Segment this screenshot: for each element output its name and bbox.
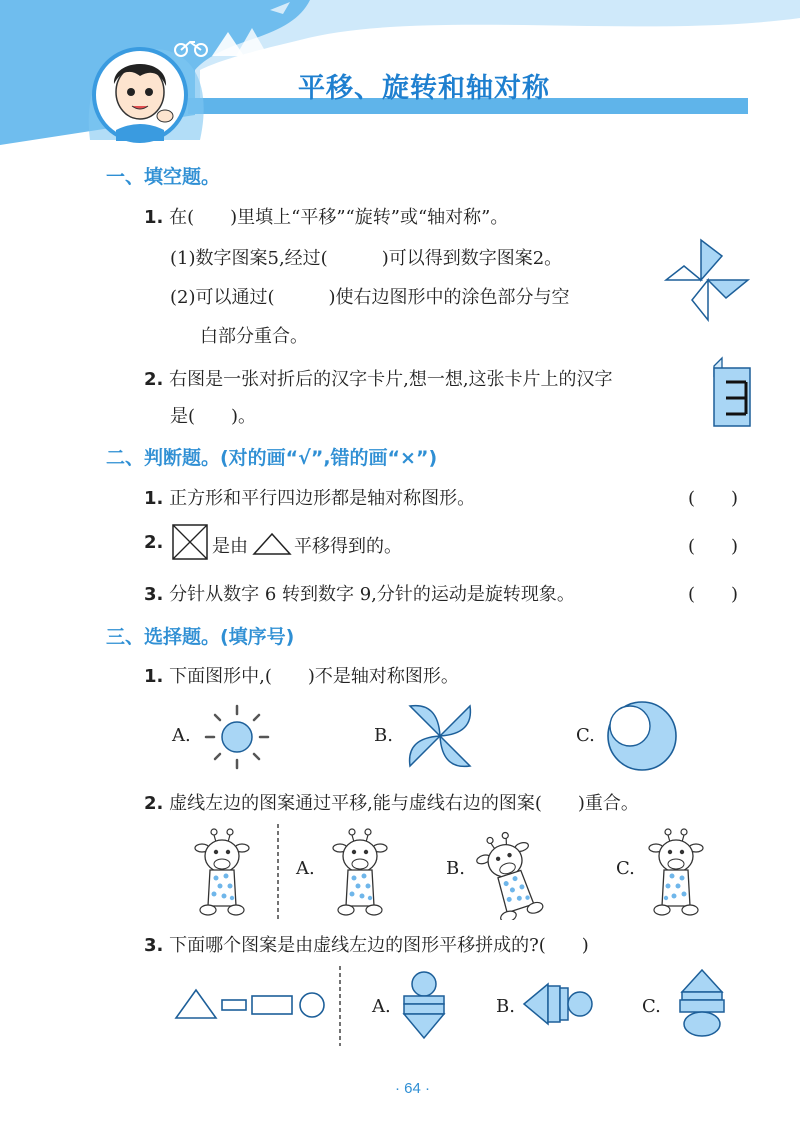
choice-q2-option-a-label: A. <box>296 858 315 879</box>
fill-q2-text: 右图是一张对折后的汉字卡片,想一想,这张卡片上的汉字 <box>169 369 613 390</box>
fill-q1-text: 在( )里填上“平移”“旋转”或“轴对称”。 <box>169 207 509 228</box>
source-shapes <box>176 990 324 1018</box>
judge-q1 <box>144 484 475 510</box>
square-with-diagonals-icon <box>172 524 208 560</box>
giraffe-option-c <box>649 829 703 915</box>
fill-q1-2b: 白部分重合。 <box>200 326 308 347</box>
page-number: · 64 · <box>395 1080 431 1097</box>
choice-q2-number: 2. <box>144 793 164 814</box>
section-title-multiple-choice: 三、选择题。(填序号) <box>106 626 295 648</box>
option-b-shape <box>524 984 592 1024</box>
choice-q3-text: 下面哪个图案是由虚线左边的图形平移拼成的?( ) <box>169 935 589 956</box>
choice-q1-text: 下面图形中,( )不是轴对称图形。 <box>169 666 459 687</box>
pinwheel-option-figure <box>402 698 478 774</box>
choice-q3-option-a-label: A. <box>372 996 391 1017</box>
judge-q3 <box>144 580 575 606</box>
choice-q1-number: 1. <box>144 666 164 687</box>
choice-q2-option-c-label: C. <box>616 858 635 879</box>
choice-q2-text: 虚线左边的图案通过平移,能与虚线右边的图案( )重合。 <box>169 793 639 814</box>
section-title-fill-in: 一、填空题。 <box>106 166 221 188</box>
judge-q2-number: 2. <box>144 532 164 553</box>
giraffe-option-a <box>333 829 387 915</box>
choice-q1-option-c-label: C. <box>576 725 595 746</box>
judge-q1-text: 正方形和平行四边形都是轴对称图形。 <box>169 488 476 509</box>
judge-q3-number: 3. <box>144 584 164 605</box>
folded-card-figure <box>712 356 754 428</box>
judge-q3-answer-paren: ( ) <box>688 584 739 605</box>
judge-q2-answer-paren: ( ) <box>688 536 739 557</box>
choice-q1 <box>144 662 459 688</box>
choice-q3 <box>144 931 589 957</box>
choice-q2 <box>144 789 639 815</box>
judge-q1-number: 1. <box>144 488 164 509</box>
fill-q1-1: (1)数字图案5,经过( )可以得到数字图案2。 <box>170 248 563 269</box>
choice-q3-option-b-label: B. <box>496 996 515 1017</box>
triangle-icon <box>252 531 292 557</box>
fill-q1-2a: (2)可以通过( )使右边图形中的涂色部分与空 <box>170 287 570 308</box>
option-a-shape <box>404 972 444 1038</box>
option-c-shape <box>680 970 724 1036</box>
fill-q2-number: 2. <box>144 369 164 390</box>
sun-figure <box>202 702 272 772</box>
judge-q2 <box>144 532 163 553</box>
pinwheel-figure <box>664 236 754 326</box>
judge-q2-text-b: 平移得到的。 <box>294 536 402 557</box>
giraffe-option-b <box>471 827 549 920</box>
section-title-true-false: 二、判断题。(对的画“√”,错的画“×”) <box>106 447 438 469</box>
fill-q2b: 是( )。 <box>170 406 257 427</box>
choice-q1-option-b-label: B. <box>374 725 393 746</box>
fill-q2a <box>144 365 613 391</box>
choice-q2-option-b-label: B. <box>446 858 465 879</box>
judge-q2-text-a: 是由 <box>212 536 248 557</box>
choice-q1-option-a-label: A. <box>172 725 191 746</box>
judge-q3-text: 分针从数字 6 转到数字 9,分针的运动是旋转现象。 <box>169 584 575 605</box>
choice-q3-option-c-label: C. <box>642 996 661 1017</box>
fill-q1-number: 1. <box>144 207 164 228</box>
choice-q3-number: 3. <box>144 935 164 956</box>
fill-q1 <box>144 203 508 229</box>
giraffe-options-figure <box>186 824 746 920</box>
page-title: 平移、旋转和轴对称 <box>298 73 550 104</box>
judge-q1-answer-paren: ( ) <box>688 488 739 509</box>
giraffe-original <box>195 829 249 915</box>
circles-figure <box>604 698 680 774</box>
